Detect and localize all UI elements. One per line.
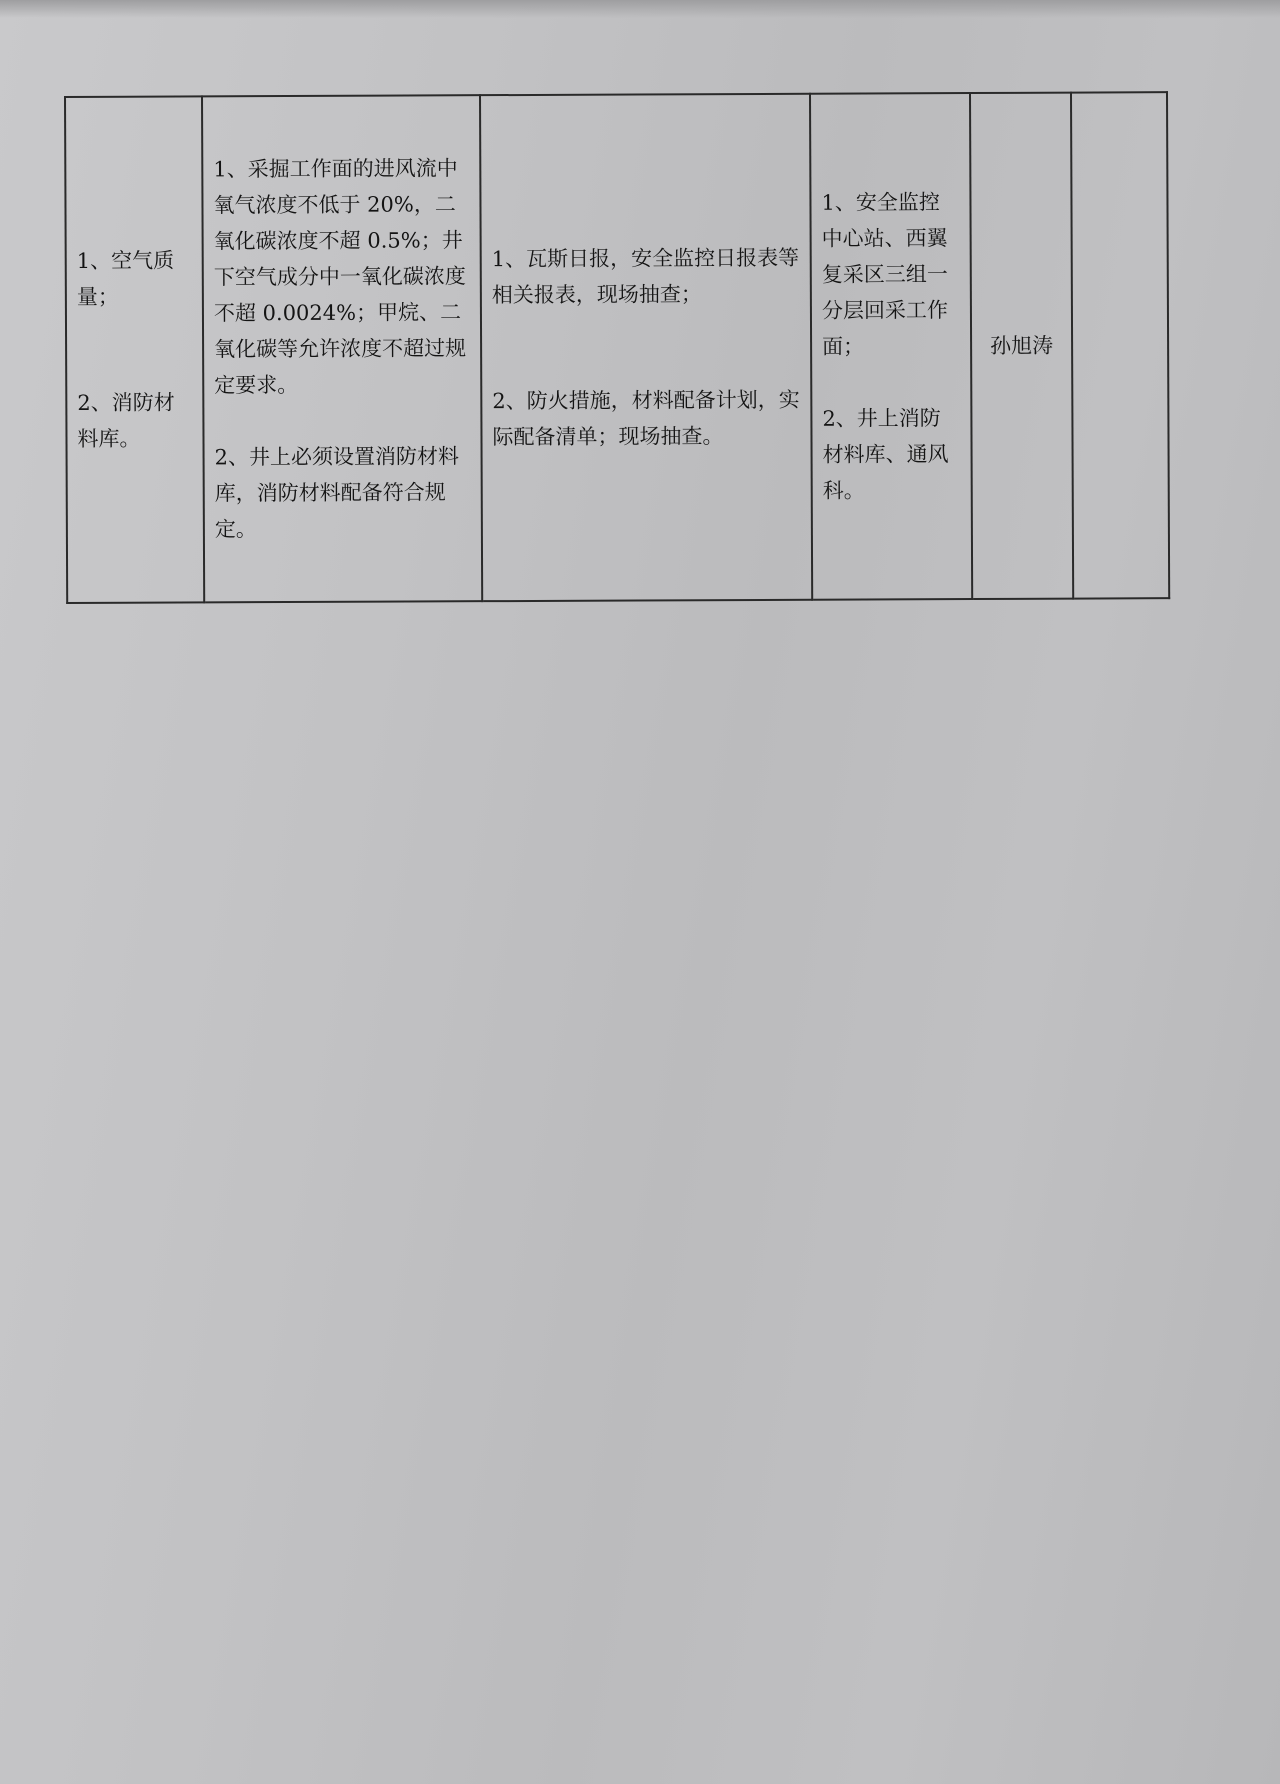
inspection-item-1: 1、空气质量； [76,248,175,309]
cell-remarks [1071,92,1169,598]
paper-top-shadow [0,0,1280,18]
table-row [65,92,1169,603]
inspection-table [64,91,1170,604]
cell-requirements [202,95,482,602]
cell-methods [480,94,812,601]
method-1: 1、瓦斯日报，安全监控日报表等相关报表，现场抽查； [491,245,800,308]
cell-locations [810,93,972,600]
requirement-1: 1、采掘工作面的进风流中氧气浓度不低于 20%，二氧化碳浓度不超 0.5%；井下空气成分中一氧化碳浓度不超 0.0024%；甲烷、二氧化碳等允许浓度不超过规定要求。 [213,156,467,398]
cell-inspection-items [65,96,204,603]
method-2: 2、防火措施，材料配备计划，实际配备清单；现场抽查。 [492,387,800,450]
cell-responsible-person: 孙旭涛 [970,93,1073,599]
inspection-item-2: 2、消防材料库。 [77,390,175,451]
location-1: 1、安全监控中心站、西翼复采区三组一分层回采工作面； [821,190,948,359]
location-2: 2、井上消防材料库、通风科。 [822,406,949,503]
requirement-2: 2、井上必须设置消防材料库，消防材料配备符合规定。 [214,444,460,542]
